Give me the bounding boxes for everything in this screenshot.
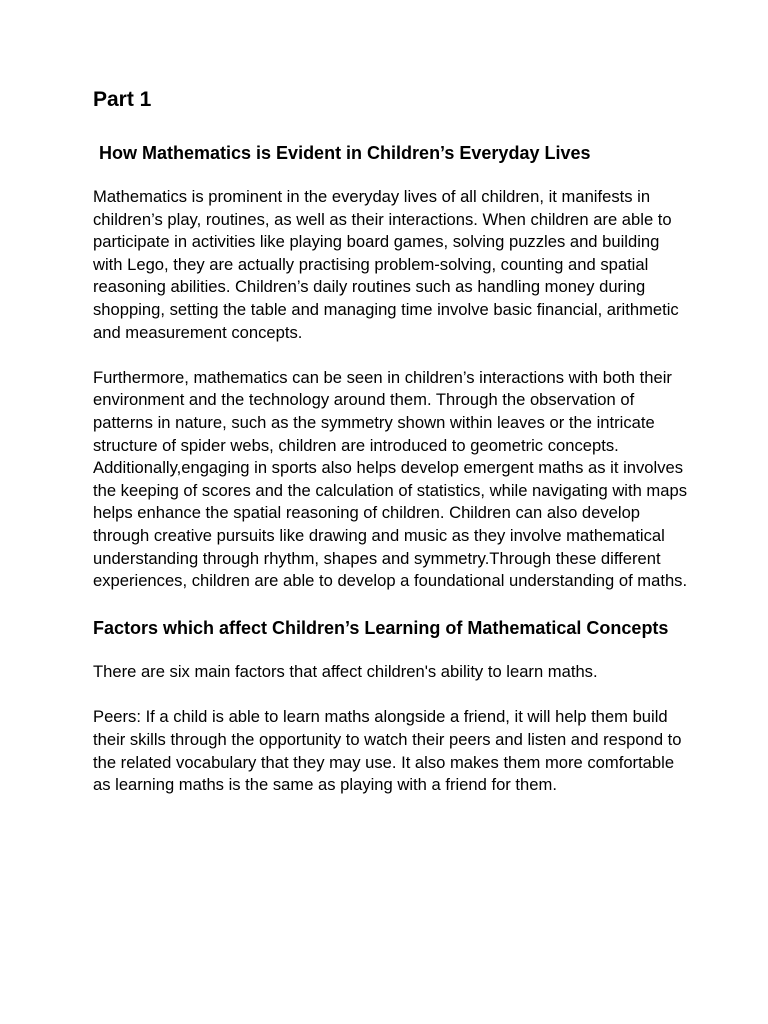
section-heading-factors: Factors which affect Children’s Learning of Mathematical Concepts [93,618,669,639]
paragraph-everyday-lives-1: Mathematics is prominent in the everyday lives of all children, it manifests in children’s play, routines, as well as their interactions. When children are able to participate in activities like playing board games, solving puzzles and building with Lego, they are actually practising problem-solving, counting and spatial reasoning abilities. Children’s daily routines such as handling money during shopping, setting the table and managing time involve basic financial, arithmetic and measurement concepts. [93,187,679,342]
section-heading-everyday-lives: How Mathematics is Evident in Children’s Everyday Lives [99,143,591,163]
document-page [93,86,689,819]
paragraph-factors-peers: Peers: If a child is able to learn maths alongside a friend, it will help them build their skills through the opportunity to watch their peers and listen and respond to the related vocabulary that they may use. It also makes them more comfortable as learning maths is the same as playing with a friend for them. [93,707,682,795]
part-title: Part 1 [93,88,152,111]
paragraph-factors-intro: There are six main factors that affect children's ability to learn maths. [93,662,598,682]
paragraph-everyday-lives-2: Furthermore, mathematics can be seen in children’s interactions with both their environment and the technology around them. Through the observation of patterns in nature, such as the symmetry shown within leaves or the intricate structure of spider webs, children are introduced to geometric concepts. Additionally,engaging in sports also helps develop emergent maths as it involves the keeping of scores and the calculation of statistics, while navigating with maps helps enhance the spatial reasoning of children. Children can also develop through creative pursuits like drawing and music as they involve mathematical understanding through rhythm, shapes and symmetry.Through these different experiences, children are able to develop a foundational understanding of maths. [93,367,688,591]
